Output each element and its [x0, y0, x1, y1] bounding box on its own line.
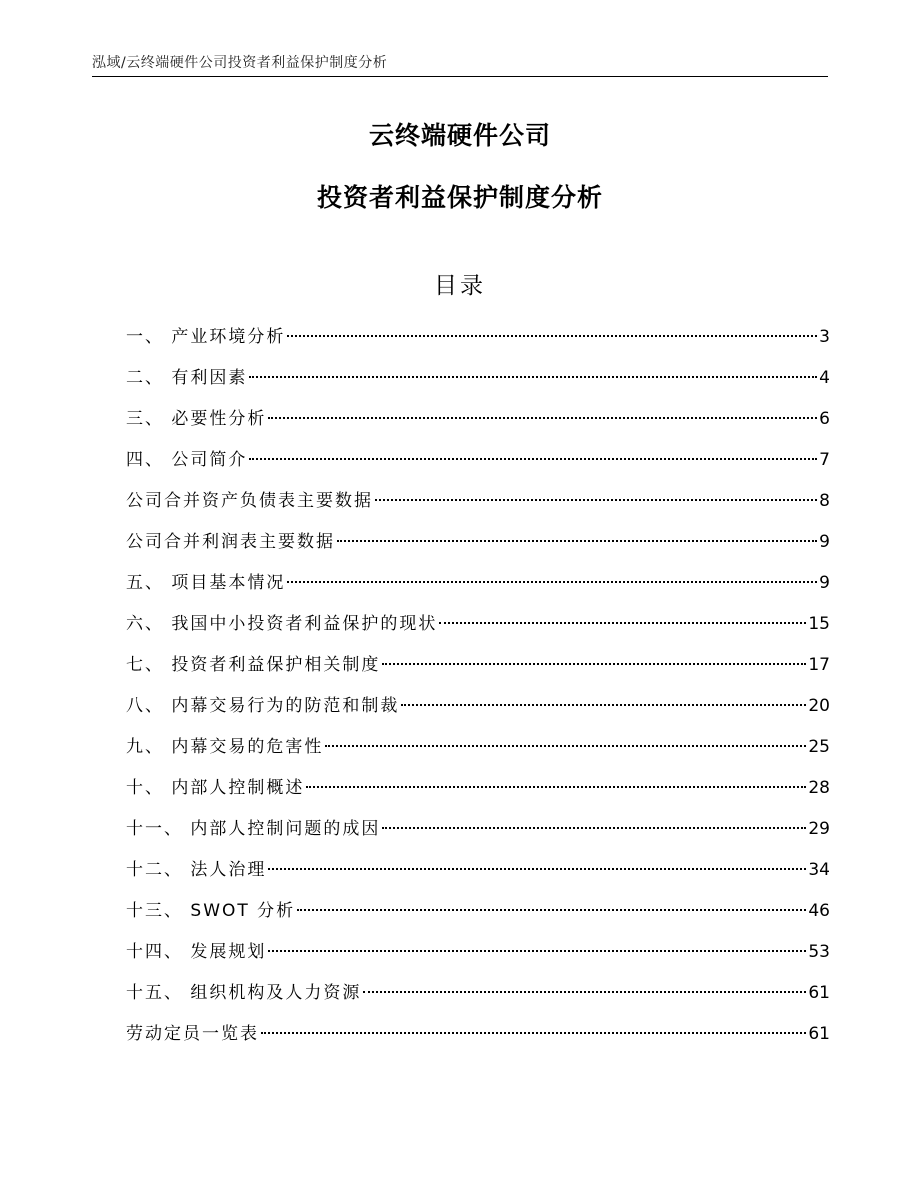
toc-dot-leader	[363, 991, 806, 993]
toc-entry-label: 七、 投资者利益保护相关制度	[126, 655, 381, 675]
toc-entry[interactable]	[126, 776, 830, 817]
document-title-line-2: 投资者利益保护制度分析	[316, 183, 603, 212]
toc-entry[interactable]	[126, 653, 830, 694]
toc-entry-page: 7	[819, 450, 830, 470]
toc-dot-leader	[268, 417, 817, 419]
running-header: 泓域/云终端硬件公司投资者利益保护制度分析	[92, 55, 388, 71]
document-title-line-1: 云终端硬件公司	[368, 121, 551, 150]
toc-entry-label: 九、 内幕交易的危害性	[126, 737, 324, 757]
toc-entry-label: 十二、 法人治理	[126, 860, 267, 880]
toc-entry[interactable]	[126, 694, 830, 735]
toc-entry[interactable]	[126, 407, 830, 448]
toc-entry-page: 46	[808, 901, 830, 921]
toc-dot-leader	[287, 335, 817, 337]
toc-dot-leader	[249, 458, 817, 460]
toc-dot-leader	[401, 704, 806, 706]
toc-entry-page: 20	[808, 696, 830, 716]
toc-entry-label: 十五、 组织机构及人力资源	[126, 983, 362, 1003]
toc-dot-leader	[382, 827, 806, 829]
toc-entry[interactable]	[126, 366, 830, 407]
toc-entry[interactable]	[126, 489, 830, 530]
toc-entry-page: 4	[819, 368, 830, 388]
toc-entry-page: 9	[819, 532, 830, 552]
toc-dot-leader	[382, 663, 806, 665]
toc-entry-page: 15	[808, 614, 830, 634]
toc-entry-page: 8	[819, 491, 830, 511]
toc-heading: 目录	[434, 273, 486, 299]
toc-dot-leader	[268, 868, 806, 870]
toc-entry[interactable]	[126, 735, 830, 776]
toc-entry-page: 25	[808, 737, 830, 757]
toc-entry[interactable]	[126, 530, 830, 571]
toc-entry-page: 61	[808, 983, 830, 1003]
toc-entry-label: 十、 内部人控制概述	[126, 778, 305, 798]
toc-entry-label: 一、 产业环境分析	[126, 327, 286, 347]
toc-entry-label: 十一、 内部人控制问题的成因	[126, 819, 381, 839]
toc-entry[interactable]	[126, 612, 830, 653]
toc-dot-leader	[297, 909, 806, 911]
toc-dot-leader	[325, 745, 806, 747]
toc-entry[interactable]	[126, 981, 830, 1022]
toc-entry[interactable]	[126, 1022, 830, 1063]
toc-entry-page: 3	[819, 327, 830, 347]
toc-entry-page: 53	[808, 942, 830, 962]
toc-dot-leader	[261, 1032, 806, 1034]
toc-entry-label: 三、 必要性分析	[126, 409, 267, 429]
table-of-contents	[126, 325, 830, 1063]
toc-dot-leader	[249, 376, 817, 378]
toc-entry[interactable]	[126, 899, 830, 940]
toc-entry[interactable]	[126, 571, 830, 612]
toc-entry-label: 公司合并资产负债表主要数据	[126, 491, 373, 511]
toc-entry-page: 61	[808, 1024, 830, 1044]
toc-entry[interactable]	[126, 448, 830, 489]
toc-entry-page: 28	[808, 778, 830, 798]
toc-entry-page: 6	[819, 409, 830, 429]
toc-entry-page: 17	[808, 655, 830, 675]
toc-entry-label: 四、 公司简介	[126, 450, 248, 470]
toc-entry-label: 五、 项目基本情况	[126, 573, 286, 593]
toc-entry-label: 八、 内幕交易行为的防范和制裁	[126, 696, 400, 716]
toc-entry-label: 六、 我国中小投资者利益保护的现状	[126, 614, 438, 634]
toc-entry-label: 十三、 SWOT 分析	[126, 901, 296, 921]
toc-entry-page: 29	[808, 819, 830, 839]
toc-entry[interactable]	[126, 325, 830, 366]
toc-dot-leader	[337, 540, 817, 542]
toc-dot-leader	[439, 622, 806, 624]
toc-entry-label: 二、 有利因素	[126, 368, 248, 388]
toc-dot-leader	[375, 499, 817, 501]
toc-entry[interactable]	[126, 940, 830, 981]
header-divider	[92, 76, 828, 77]
toc-dot-leader	[268, 950, 806, 952]
toc-dot-leader	[287, 581, 817, 583]
toc-entry[interactable]	[126, 817, 830, 858]
toc-entry[interactable]	[126, 858, 830, 899]
toc-entry-label: 劳动定员一览表	[126, 1024, 259, 1044]
toc-entry-page: 34	[808, 860, 830, 880]
toc-entry-label: 公司合并利润表主要数据	[126, 532, 335, 552]
toc-dot-leader	[306, 786, 806, 788]
toc-entry-page: 9	[819, 573, 830, 593]
toc-entry-label: 十四、 发展规划	[126, 942, 267, 962]
